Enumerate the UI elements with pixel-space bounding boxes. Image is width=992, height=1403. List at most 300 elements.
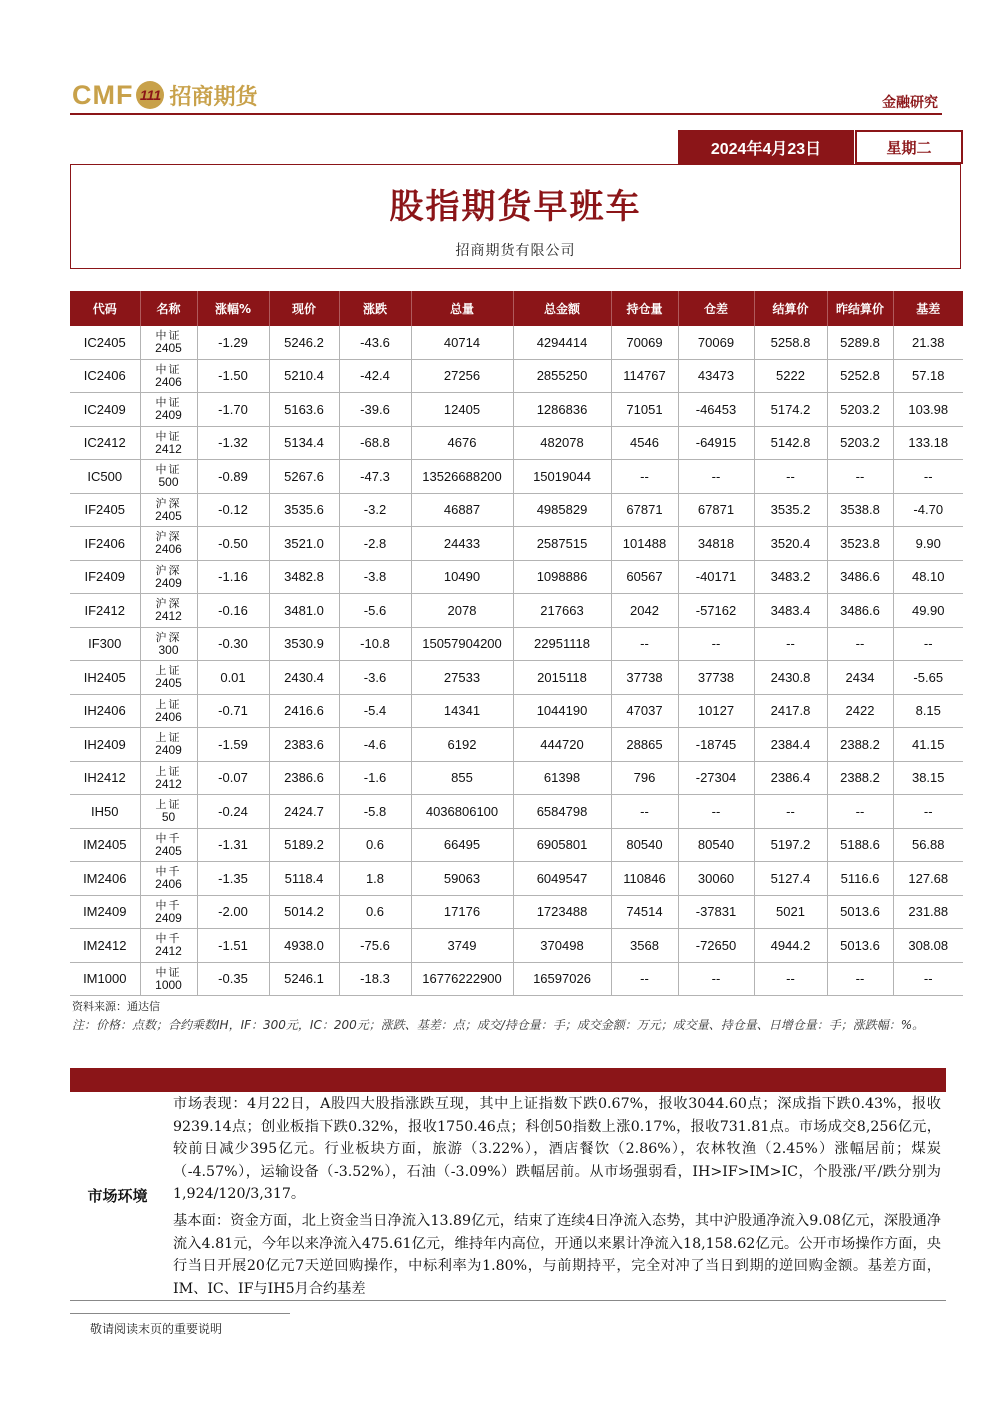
contract-name-cn: 中证 [155,362,182,376]
table-cell: 1044190 [513,694,611,728]
contract-name-num: 2406 [155,542,182,557]
logo-cn-text: 招商期货 [169,84,258,110]
table-cell: 3483.2 [754,560,827,594]
contract-name [140,828,197,862]
table-cell: -- [754,460,827,494]
contract-name-cn: 沪深 [155,630,182,644]
contract-code: IC500 [70,460,140,494]
table-cell: 5210.4 [269,359,339,393]
contract-code: IM2405 [70,828,140,862]
table-cell: -1.70 [197,393,269,427]
market-section-label: 市场环境 [87,1187,148,1205]
table-row [70,661,963,695]
contract-code: IF2409 [70,560,140,594]
table-cell: -0.89 [197,460,269,494]
table-note: 注：价格：点数；合约乘数IH，IF：300元，IC：200元；涨跌、基差：点；成交/持仓量：手；成交金额：万元；成交量、持仓量、日增仓量：手；涨跌幅：%。 [72,1018,925,1032]
table-cell: 0.6 [339,828,411,862]
table-cell: -72650 [678,929,754,963]
table-cell: -64915 [678,426,754,460]
table-cell: 70069 [678,326,754,359]
table-cell: -3.8 [339,560,411,594]
table-cell: 27533 [411,661,513,695]
table-cell: 48.10 [893,560,963,594]
table-cell: 5174.2 [754,393,827,427]
table-cell: -- [678,460,754,494]
table-cell: 5203.2 [827,426,893,460]
table-cell: 8.15 [893,694,963,728]
table-cell: 5289.8 [827,326,893,359]
table-body [70,326,963,996]
table-cell: 5203.2 [827,393,893,427]
table-row [70,862,963,896]
table-cell: 127.68 [893,862,963,896]
table-row [70,728,963,762]
table-cell: -18.3 [339,962,411,996]
weekday-badge: 星期二 [855,130,963,164]
contract-name-num: 2406 [155,709,182,724]
section-bar [70,1068,946,1092]
table-cell: -- [893,795,963,829]
table-cell: -42.4 [339,359,411,393]
table-cell: 101488 [611,527,678,561]
table-cell: 2383.6 [269,728,339,762]
table-cell: 5127.4 [754,862,827,896]
column-header: 涨幅% [197,291,269,326]
table-cell: 2386.6 [269,761,339,795]
table-row [70,795,963,829]
table-cell: 2388.2 [827,761,893,795]
table-cell: 46887 [411,493,513,527]
table-cell: 3486.6 [827,560,893,594]
table-row [70,627,963,661]
column-header: 结算价 [754,291,827,326]
table-cell: -- [827,460,893,494]
table-cell: 2855250 [513,359,611,393]
table-cell: 0.6 [339,895,411,929]
contract-code: IM2412 [70,929,140,963]
table-cell: -1.35 [197,862,269,896]
table-cell: 57.18 [893,359,963,393]
contract-name-cn: 中千 [155,898,182,912]
table-cell: 3483.4 [754,594,827,628]
table-row [70,694,963,728]
table-cell: -- [827,962,893,996]
table-cell: 2422 [827,694,893,728]
contract-code: IC2412 [70,426,140,460]
table-cell: 74514 [611,895,678,929]
table-cell: -57162 [678,594,754,628]
contract-code: IF300 [70,627,140,661]
table-cell: -0.12 [197,493,269,527]
column-header: 总量 [411,291,513,326]
table-header-row [70,291,963,326]
table-cell: 80540 [678,828,754,862]
table-cell: 2434 [827,661,893,695]
contract-name-num: 2409 [155,743,182,758]
table-cell: 70069 [611,326,678,359]
table-row [70,326,963,359]
table-cell: -- [893,627,963,661]
table-cell: 2042 [611,594,678,628]
contract-name [140,627,197,661]
contract-name-cn: 上证 [155,798,182,812]
table-cell: 61398 [513,761,611,795]
table-cell: 4546 [611,426,678,460]
column-header: 基差 [893,291,963,326]
table-cell: 5116.6 [827,862,893,896]
column-header: 昨结算价 [827,291,893,326]
table-row [70,828,963,862]
table-cell: 2416.6 [269,694,339,728]
column-header: 持仓量 [611,291,678,326]
table-cell: 5222 [754,359,827,393]
table-cell: 2430.4 [269,661,339,695]
table-cell: 71051 [611,393,678,427]
table-row [70,493,963,527]
table-cell: 3482.8 [269,560,339,594]
table-cell: 3521.0 [269,527,339,561]
table-cell: 5189.2 [269,828,339,862]
contract-name-num: 2412 [155,609,182,624]
table-cell: 1098886 [513,560,611,594]
contract-code: IC2405 [70,326,140,359]
table-row [70,359,963,393]
contract-name-num: 2406 [155,374,182,389]
contract-code: IC2409 [70,393,140,427]
table-cell: 114767 [611,359,678,393]
table-cell: 231.88 [893,895,963,929]
table-cell: 67871 [611,493,678,527]
column-header: 代码 [70,291,140,326]
table-cell: 3749 [411,929,513,963]
table-cell: 27256 [411,359,513,393]
contract-name [140,761,197,795]
contract-name [140,929,197,963]
table-cell: 6905801 [513,828,611,862]
table-cell: 5246.1 [269,962,339,996]
table-cell: 3535.6 [269,493,339,527]
table-cell: 4294414 [513,326,611,359]
contract-name-num: 2405 [155,676,182,691]
table-cell: 3486.6 [827,594,893,628]
table-cell: 4944.2 [754,929,827,963]
contract-name-num: 2409 [155,575,182,590]
table-cell: -27304 [678,761,754,795]
report-title: 股指期货早班车 [389,187,642,227]
contract-code: IF2412 [70,594,140,628]
table-cell: -39.6 [339,393,411,427]
contract-name-num: 2406 [155,877,182,892]
contract-name [140,962,197,996]
table-cell: 67871 [678,493,754,527]
table-cell: -1.32 [197,426,269,460]
table-cell: 217663 [513,594,611,628]
table-cell: -0.30 [197,627,269,661]
table-cell: -0.16 [197,594,269,628]
table-cell: 444720 [513,728,611,762]
table-cell: 3568 [611,929,678,963]
table-cell: 5014.2 [269,895,339,929]
table-cell: 5246.2 [269,326,339,359]
table-cell: 16776222900 [411,962,513,996]
table-cell: 80540 [611,828,678,862]
table-cell: -- [611,627,678,661]
table-cell: 14341 [411,694,513,728]
table-cell: 13526688200 [411,460,513,494]
company-logo [72,78,258,112]
header-divider [70,113,942,115]
contract-name-cn: 上证 [155,731,182,745]
contract-name-cn: 中千 [155,865,182,879]
table-cell: 110846 [611,862,678,896]
table-cell: 5134.4 [269,426,339,460]
table-cell: 6192 [411,728,513,762]
contract-name-num: 500 [158,475,179,490]
table-cell: -1.16 [197,560,269,594]
contract-name-cn: 中证 [155,329,182,343]
contract-name-num: 50 [161,810,176,825]
table-cell: 59063 [411,862,513,896]
table-cell: 3481.0 [269,594,339,628]
table-cell: 2386.4 [754,761,827,795]
footer-divider-short [70,1313,290,1314]
table-cell: 2430.8 [754,661,827,695]
table-cell: -1.29 [197,326,269,359]
contract-name-num: 2405 [155,843,182,858]
table-cell: 3520.4 [754,527,827,561]
table-cell: 12405 [411,393,513,427]
contract-name-cn: 中千 [155,831,182,845]
contract-code: IF2406 [70,527,140,561]
table-row [70,962,963,996]
footer-disclaimer: 敬请阅读末页的重要说明 [90,1322,223,1336]
column-header: 涨跌 [339,291,411,326]
contract-name-num: 300 [158,642,179,657]
date-badge: 2024年4月23日 [678,130,854,164]
column-header: 总金额 [513,291,611,326]
contract-name [140,594,197,628]
contract-name [140,728,197,762]
contract-name-cn: 沪深 [155,597,182,611]
table-cell: -4.70 [893,493,963,527]
table-cell: -68.8 [339,426,411,460]
table-cell: 855 [411,761,513,795]
contract-name-cn: 中千 [155,932,182,946]
contract-code: IM1000 [70,962,140,996]
contract-name [140,862,197,896]
table-cell: -- [893,460,963,494]
table-cell: 5013.6 [827,895,893,929]
table-cell: 5267.6 [269,460,339,494]
table-cell: -5.6 [339,594,411,628]
table-row [70,594,963,628]
table-cell: 41.15 [893,728,963,762]
table-cell: 17176 [411,895,513,929]
table-cell: -46453 [678,393,754,427]
table-cell: -1.31 [197,828,269,862]
table-cell: -10.8 [339,627,411,661]
table-cell: 37738 [611,661,678,695]
contract-name-cn: 上证 [155,664,182,678]
table-cell: 21.38 [893,326,963,359]
contract-code: IH50 [70,795,140,829]
contract-code: IH2405 [70,661,140,695]
table-cell: 5163.6 [269,393,339,427]
contract-name [140,560,197,594]
contract-name [140,460,197,494]
table-cell: -1.6 [339,761,411,795]
contract-name-num: 2405 [155,508,182,523]
column-header: 名称 [140,291,197,326]
contract-name-cn: 沪深 [155,496,182,510]
table-cell: -- [893,962,963,996]
contract-name [140,326,197,359]
contract-name [140,393,197,427]
contract-code: IC2406 [70,359,140,393]
table-cell: 28865 [611,728,678,762]
table-cell: -43.6 [339,326,411,359]
table-cell: -75.6 [339,929,411,963]
table-cell: -2.00 [197,895,269,929]
table-cell: 103.98 [893,393,963,427]
contract-code: IH2406 [70,694,140,728]
table-cell: 2587515 [513,527,611,561]
table-cell: -0.24 [197,795,269,829]
table-cell: -2.8 [339,527,411,561]
table-cell: 49.90 [893,594,963,628]
contract-name-num: 2412 [155,776,182,791]
table-cell: 3530.9 [269,627,339,661]
contract-name-cn: 沪深 [155,563,182,577]
table-cell: 1.8 [339,862,411,896]
table-cell: -37831 [678,895,754,929]
contract-name [140,795,197,829]
contract-name-num: 1000 [155,977,182,992]
table-cell: 3538.8 [827,493,893,527]
table-cell: -- [678,795,754,829]
table-cell: 2388.2 [827,728,893,762]
table-cell: -- [611,460,678,494]
contract-name-cn: 中证 [155,429,182,443]
contract-code: IH2409 [70,728,140,762]
table-row [70,460,963,494]
logo-badge-icon: 111 [136,81,164,109]
table-row [70,929,963,963]
table-cell: 6049547 [513,862,611,896]
table-cell: 10127 [678,694,754,728]
table-cell: -- [611,795,678,829]
table-cell: 3523.8 [827,527,893,561]
table-cell: -- [754,627,827,661]
table-cell: 5197.2 [754,828,827,862]
department-label: 金融研究 [882,95,938,111]
table-cell: 16597026 [513,962,611,996]
contract-name-num: 2405 [155,341,182,356]
logo-cmf-text: CMF [72,79,134,110]
contract-name-cn: 沪深 [155,530,182,544]
table-cell: -1.50 [197,359,269,393]
table-cell: 37738 [678,661,754,695]
table-row [70,426,963,460]
table-row [70,895,963,929]
table-cell: -- [754,795,827,829]
table-cell: -- [827,795,893,829]
contract-name-num: 2412 [155,944,182,959]
column-header: 仓差 [678,291,754,326]
market-section-text [173,1093,941,1304]
contract-name [140,493,197,527]
table-cell: 4938.0 [269,929,339,963]
table-cell: 0.01 [197,661,269,695]
contract-name [140,895,197,929]
table-cell: 56.88 [893,828,963,862]
table-cell: -- [678,627,754,661]
table-cell: 10490 [411,560,513,594]
futures-quote-table [70,291,963,996]
title-box [70,164,961,269]
column-header: 现价 [269,291,339,326]
table-cell: 308.08 [893,929,963,963]
table-cell: 133.18 [893,426,963,460]
table-cell: 5188.6 [827,828,893,862]
contract-name [140,694,197,728]
table-cell: -5.4 [339,694,411,728]
table-row [70,527,963,561]
contract-code: IM2409 [70,895,140,929]
table-cell: -5.65 [893,661,963,695]
table-cell: 3535.2 [754,493,827,527]
table-row [70,560,963,594]
table-cell: 15019044 [513,460,611,494]
table-cell: -1.51 [197,929,269,963]
table-cell: -3.2 [339,493,411,527]
table-cell: 5021 [754,895,827,929]
table-cell: 2424.7 [269,795,339,829]
table-cell: -0.07 [197,761,269,795]
table-cell: -40171 [678,560,754,594]
data-source: 资料来源：通达信 [72,1000,160,1013]
table-cell: 15057904200 [411,627,513,661]
contract-name [140,426,197,460]
table-cell: -- [678,962,754,996]
table-cell: -- [827,627,893,661]
contract-name [140,359,197,393]
table-cell: 5118.4 [269,862,339,896]
table-cell: -0.71 [197,694,269,728]
table-cell: 40714 [411,326,513,359]
table-cell: 4985829 [513,493,611,527]
table-cell: 370498 [513,929,611,963]
table-cell: 9.90 [893,527,963,561]
contract-code: IF2405 [70,493,140,527]
contract-name [140,661,197,695]
contract-code: IM2406 [70,862,140,896]
table-cell: 66495 [411,828,513,862]
table-cell: -- [754,962,827,996]
table-cell: -0.50 [197,527,269,561]
company-name: 招商期货有限公司 [455,243,576,259]
contract-name-cn: 中证 [155,396,182,410]
table-cell: 6584798 [513,795,611,829]
contract-name-num: 2412 [155,441,182,456]
table-cell: 24433 [411,527,513,561]
contract-name-cn: 中证 [155,463,182,477]
table-cell: 43473 [678,359,754,393]
table-cell: 5258.8 [754,326,827,359]
table-cell: 2417.8 [754,694,827,728]
table-cell: 38.15 [893,761,963,795]
table-cell: 4676 [411,426,513,460]
